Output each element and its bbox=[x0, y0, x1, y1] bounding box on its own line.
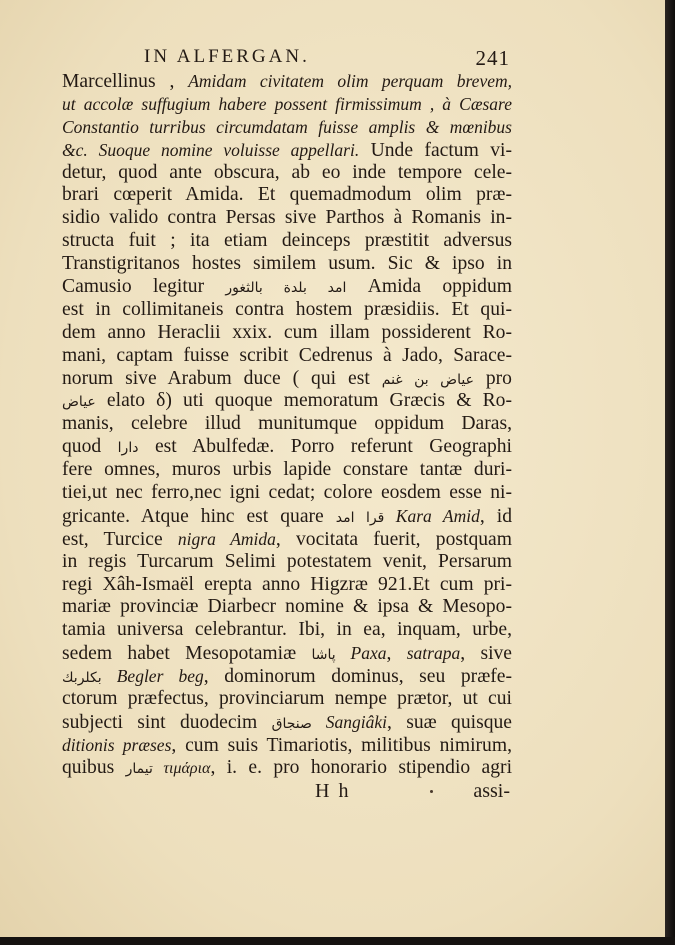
arabic-text: بكلربك bbox=[62, 670, 102, 687]
arabic-text: پاشا bbox=[311, 647, 336, 664]
text-run: , dominorum dominus, seu præfe- bbox=[203, 666, 513, 688]
text-line bbox=[62, 390, 512, 413]
text-line bbox=[62, 116, 512, 139]
text-line bbox=[62, 139, 512, 162]
text-line bbox=[62, 436, 512, 459]
text-run: regi Xâh-Ismaël erepta anno Higzræ 921.Et cum pri- bbox=[62, 573, 512, 595]
italic-term: ditionis præses bbox=[62, 734, 172, 755]
page-bottom-edge bbox=[0, 937, 675, 945]
text-line bbox=[62, 299, 512, 322]
text-line bbox=[62, 665, 512, 688]
italic-quote: Amidam civitatem olim perquam brevem, bbox=[188, 71, 512, 91]
text-line bbox=[62, 184, 512, 207]
text-line bbox=[62, 230, 512, 253]
text-run: fere omnes, muros urbis lapide constare tantæ duri- bbox=[62, 459, 512, 481]
text-run: detur, quod ante obscura, ab eo inde tempore cele- bbox=[62, 161, 512, 183]
text-line bbox=[62, 711, 512, 734]
text-run: elato bbox=[95, 390, 157, 412]
arabic-text: عياض bbox=[62, 394, 96, 411]
text-run: quibus bbox=[62, 756, 126, 778]
arabic-text: عياض بن غنم bbox=[381, 371, 474, 388]
arabic-text: صنجاق bbox=[271, 715, 312, 732]
text-run: est, Turcice bbox=[62, 528, 178, 550]
text-line bbox=[62, 162, 512, 185]
arabic-text: تيمار bbox=[125, 760, 153, 777]
text-run: manis, celebre illud munitumque oppidum Daras, bbox=[62, 413, 512, 435]
text-run: Camusio legitur bbox=[62, 276, 226, 298]
italic-quote: ut accolæ suffugium habere possent firmissimum , à Cæsare bbox=[62, 93, 512, 114]
text-run: mani, captam fuisse scribit Cedrenus à Jado, Sarace- bbox=[62, 344, 512, 366]
text-line bbox=[62, 505, 512, 528]
italic-term: satrapa bbox=[406, 643, 461, 664]
page-footer bbox=[62, 780, 512, 804]
text-run: sedem habet Mesopotamiæ bbox=[62, 643, 312, 665]
text-line bbox=[62, 482, 512, 505]
text-line bbox=[62, 207, 512, 230]
italic-quote: Constantio turribus circumdatam fuisse amplis & mœnibus bbox=[62, 116, 512, 137]
page-number: 241 bbox=[475, 46, 510, 70]
italic-term: Paxa bbox=[335, 643, 387, 664]
text-run: , suæ quisque bbox=[386, 711, 513, 733]
text-run: , vocitata fuerit, postquam bbox=[275, 528, 512, 550]
text-run: , id bbox=[479, 505, 512, 527]
arabic-text: دارا bbox=[117, 440, 139, 457]
catchword: assi- bbox=[473, 779, 510, 802]
text-line bbox=[62, 368, 512, 391]
text-run: , cum suis Timariotis, militibus nimirum, bbox=[171, 734, 512, 756]
italic-term: Kara Amid bbox=[384, 505, 480, 526]
text-line bbox=[62, 528, 512, 551]
italic-quote: &c. Suoque nomine voluisse appellari. bbox=[62, 139, 360, 160]
text-run: tiei,ut nec ferro,nec igni cedat; colore eosdem esse ni- bbox=[62, 482, 512, 504]
text-run: est in collimitaneis contra hostem præsidiis. Et qui- bbox=[62, 298, 512, 320]
text-run: , i. e. pro honorario stipendio agri bbox=[210, 756, 513, 778]
text-line bbox=[62, 459, 512, 482]
text-run: gricante. Atque hinc est quare bbox=[62, 505, 336, 527]
text-line bbox=[62, 70, 512, 93]
text-run: in regis Turcarum Selimi potestatem venit, Persarum bbox=[62, 550, 512, 572]
text-run: , sive bbox=[460, 643, 512, 665]
text-run: ctorum præfectus, provinciarum nempe prætor, ut cui bbox=[62, 688, 512, 710]
text-line bbox=[62, 322, 512, 345]
running-header bbox=[62, 46, 512, 70]
text-run: est Abulfedæ. Porro referunt Geographi bbox=[138, 436, 512, 458]
text-run: structa fuit ; ita etiam deinceps præstitit adversus bbox=[62, 230, 512, 252]
italic-term: Begler beg bbox=[101, 666, 204, 687]
text-run: dem anno Heraclii xxix. cum illam possiderent Ro- bbox=[62, 321, 512, 343]
text-run: brari cœperit Amida. Et quemadmodum olim præ- bbox=[62, 184, 512, 206]
text-run: , bbox=[386, 643, 407, 665]
text-line bbox=[62, 93, 512, 116]
greek-text: τιμάρια bbox=[152, 759, 211, 777]
text-line bbox=[62, 253, 512, 276]
page-text-block bbox=[62, 46, 512, 804]
text-line bbox=[62, 757, 512, 780]
arabic-text: امد بلدة بالثغور bbox=[225, 280, 347, 297]
page-edge-shadow bbox=[665, 0, 675, 945]
text-run: δ) uti quoque memoratum Græcis & Ro- bbox=[156, 390, 512, 412]
text-run: quod bbox=[62, 436, 118, 458]
text-run: Transtigritanos hostes similem usum. Sic & ipso in bbox=[62, 253, 512, 275]
text-line bbox=[62, 574, 512, 597]
text-line bbox=[62, 551, 512, 574]
text-line bbox=[62, 413, 512, 436]
text-line bbox=[62, 619, 512, 642]
italic-term: Sangiâki bbox=[311, 711, 387, 732]
text-run: pro bbox=[473, 367, 512, 389]
text-line bbox=[62, 734, 512, 757]
text-run: tamia universa celebrantur. Ibi, in ea, inquam, urbe, bbox=[62, 619, 512, 641]
text-run: sidio valido contra Persas sive Parthos à Romanis in- bbox=[62, 207, 512, 229]
text-run: Amida oppidum bbox=[346, 276, 512, 298]
text-line bbox=[62, 642, 512, 665]
running-title: IN ALFERGAN. bbox=[144, 46, 310, 67]
text-line bbox=[62, 596, 512, 619]
text-run: Marcellinus , bbox=[62, 71, 189, 92]
text-run: Unde factum vi- bbox=[359, 139, 512, 161]
text-line bbox=[62, 345, 512, 368]
signature-mark: H h bbox=[315, 779, 351, 802]
text-run: norum sive Arabum duce ( qui est bbox=[62, 367, 382, 389]
arabic-text: قرا امد bbox=[335, 509, 385, 526]
text-run: subjecti sint duodecim bbox=[62, 711, 272, 733]
text-line bbox=[62, 688, 512, 711]
italic-term: nigra Amida bbox=[177, 528, 276, 549]
text-run: mariæ provinciæ Diarbecr nomine & ipsa & Mesopo- bbox=[62, 596, 512, 618]
text-line bbox=[62, 276, 512, 299]
